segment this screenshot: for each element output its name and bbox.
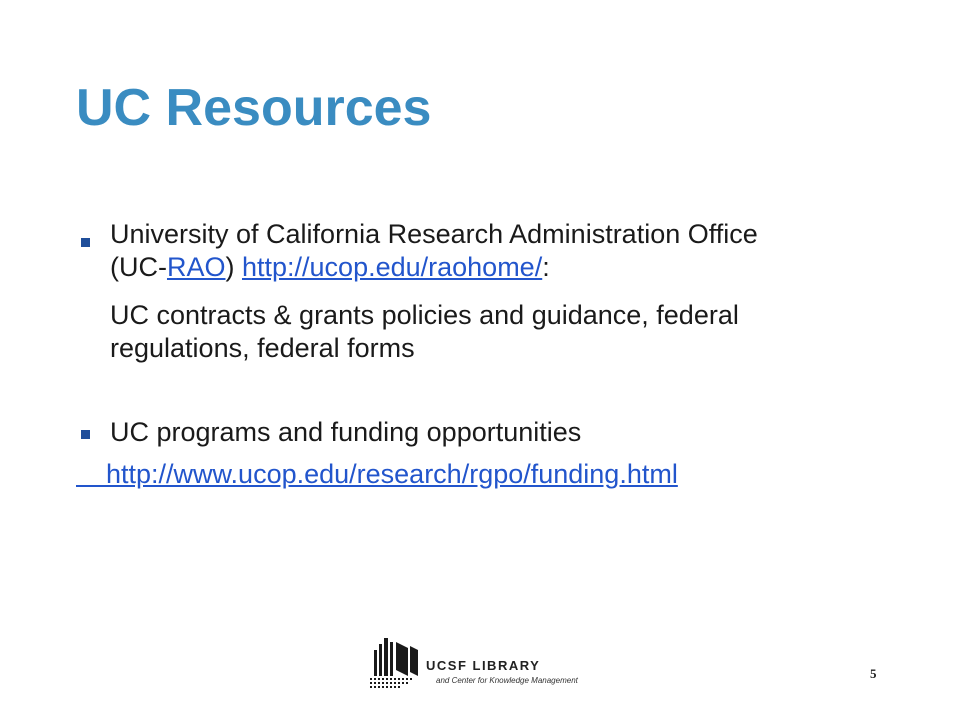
- page-number: 5: [870, 666, 877, 681]
- raohome-url-link[interactable]: http://ucop.edu/raohome/: [242, 252, 543, 282]
- bullet-funding-text: UC programs and funding opportunities: [110, 417, 582, 447]
- ucrao-description: [78, 299, 898, 365]
- bullet-square-icon: [81, 430, 90, 439]
- slide-title: UC Resources: [76, 79, 432, 137]
- funding-url-link[interactable]: http://www.ucop.edu/research/rgpo/funding.html: [76, 459, 678, 489]
- logo-name: UCSF LIBRARY: [426, 658, 541, 673]
- rao-prefix-text: (UC-: [110, 252, 167, 282]
- bullet-ucrao: [78, 218, 898, 365]
- bullet-funding: [78, 416, 898, 449]
- rao-link[interactable]: RAO: [166, 252, 226, 282]
- rao-middle-text: ): [225, 252, 242, 282]
- bullet-square-icon: [81, 238, 90, 247]
- bullet-ucrao-line1: University of California Research Administration Office: [110, 219, 758, 249]
- logo-tagline: and Center for Knowledge Management: [436, 676, 578, 685]
- bullet-ucrao-line2: [110, 251, 898, 284]
- ucrao-description-line1: UC contracts & grants policies and guidance, federal: [110, 300, 739, 330]
- rao-suffix-text: :: [542, 252, 550, 282]
- library-books-logo-icon: [366, 634, 422, 692]
- ucsf-library-logo: [366, 634, 598, 692]
- ucrao-description-line2: regulations, federal forms: [110, 333, 415, 363]
